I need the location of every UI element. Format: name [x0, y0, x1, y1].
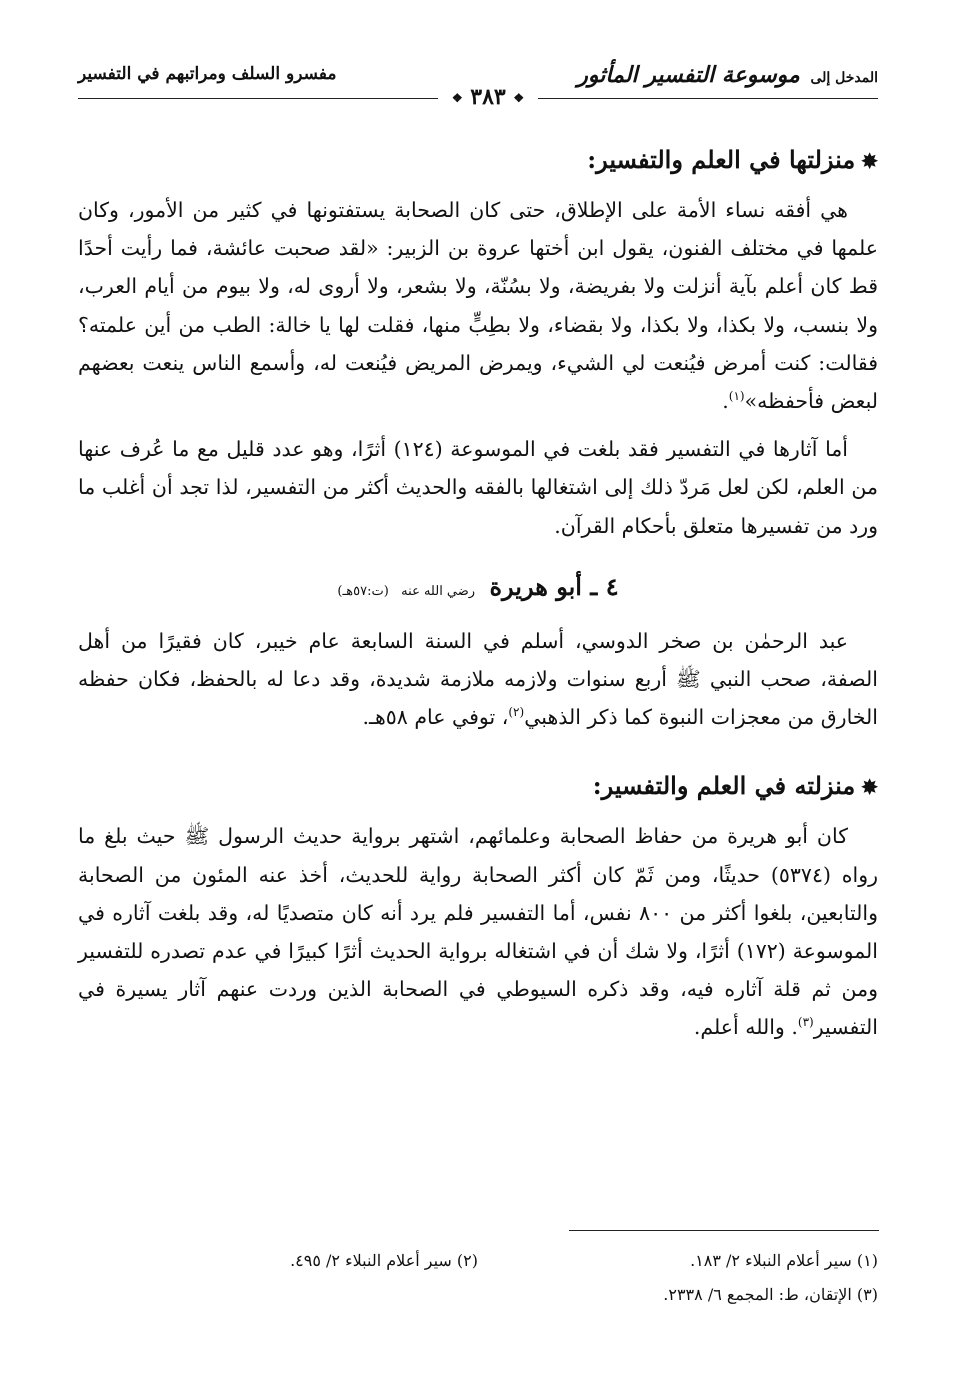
biography-heading-abu-hurayra	[78, 567, 878, 612]
footnote-2: (٢) سير أعلام النبلاء ٢/ ٤٩٥.	[290, 1251, 478, 1270]
paragraph-aisha-knowledge	[78, 191, 878, 420]
paragraph-text: كان أبو هريرة من حفاظ الصحابة وعلمائهم، اشتهر برواية حديث الرسول ﷺ حيث بلغ ما رواه (٥٣٧٤) حديثًا، ومن ثَمّ كان أكثر الصحابة رواية للحديث، أخذ عنه المئون من الصحابة والتابعين، بلغوا أكثر من ٨٠٠ نفس، أما التفسير فلم يرد أنه كان متصديًا له، وقد بلغت آثاره في الموسوعة (١٧٢) أثرًا، ولا شك أن في اشتغاله برواية الحديث أثرًا كبيرًا في عدم تصدره للتفسير ومن ثم قلة آثاره فيه، وقد ذكره السيوطي في الصحابة الذين وردت عنهم آثار يسيرة في التفسير	[78, 824, 879, 1040]
paragraph-abu-hurayra-knowledge	[78, 817, 878, 1046]
paragraph-end: ، توفي عام ٥٨هـ.	[362, 705, 509, 730]
star-ornament-icon: ✸	[861, 149, 878, 173]
running-header	[78, 60, 878, 110]
footnote-1: (١) سير أعلام النبلاء ٢/ ١٨٣.	[690, 1251, 878, 1270]
ornament-left-icon: ❖	[451, 91, 463, 105]
honorific-text: رضي الله عنه	[401, 583, 476, 599]
paragraph-text: عبد الرحمٰن بن صخر الدوسي، أسلم في السنة السابعة عام خيبر، كان فقيرًا من أهل الصفة، صحب النبي ﷺ أربع سنوات ولازمه ملازمة شديدة، وقد دعا له بالحفظ، فكان حفظه الخارق من معجزات النبوة كما ذكر الذهبي	[78, 628, 878, 730]
footnote-ref-1[interactable]: (١)	[728, 389, 745, 404]
star-ornament-icon: ✸	[861, 775, 878, 800]
footnote-rule	[569, 1230, 879, 1231]
page-number-value: ٣٨٣	[470, 84, 506, 110]
footnote-row	[78, 1278, 878, 1312]
paragraph-text: هي أفقه نساء الأمة على الإطلاق، حتى كان الصحابة يستفتونها في كثير من الأمور، وكان علمها في مختلف الفنون، يقول ابن أختها عروة بن الزبير: «لقد صحبت عائشة، فما رأيت أحدًا قط كان أعلم بآية أنزلت ولا بفريضة، ولا بسُنّة، ولا بشعر، ولا أروى له، ولا بيوم من أيام العرب، ولا بنسب، ولا بكذا، ولا بكذا، ولا بقضاء، ولا بطِبٍّ منها، فقلت لها يا خالة: الطب من أين علمته؟ فقالت: كنت أمرض فيُنعت لي الشيء، ويمرض المريض فيُنعت له، وأسمع الناس ينعت بعضهم لبعض فأحفظه»	[78, 198, 878, 414]
death-date: (ت:٥٧هـ)	[337, 583, 389, 599]
paragraph-end: . والله أعلم.	[693, 1015, 798, 1040]
paragraph-end: .	[722, 389, 729, 414]
book-title	[577, 62, 878, 88]
section-heading-aisha	[78, 140, 878, 181]
book-title-name: موسوعة التفسير المأثور	[577, 62, 800, 88]
footnotes	[78, 1244, 878, 1312]
paragraph-aisha-athar: أما آثارها في التفسير فقد بلغت في الموسوعة (١٢٤) أثرًا، وهو عدد قليل مع ما عُرف عنها من العلم، لكن لعل مَردّ ذلك إلى اشتغالها بالفقه والحديث أكثر من التفسير، لذا تجد أن أغلب ما ورد من تفسيرها متعلق بأحكام القرآن.	[78, 437, 878, 538]
paragraph-abu-hurayra-bio	[78, 622, 878, 737]
page-number	[438, 84, 538, 110]
section-heading-text: منزلته في العلم والتفسير:	[592, 771, 856, 801]
biography-heading-text: ٤ ـ أبو هريرة	[489, 571, 619, 601]
ornament-right-icon: ❖	[513, 91, 525, 105]
footnote-3: (٣) الإتقان، ط: المجمع ٦/ ٢٣٣٨.	[663, 1285, 878, 1304]
page-content	[78, 140, 878, 1047]
section-heading-abu-hurayra	[78, 766, 878, 807]
section-heading-text: منزلتها في العلم والتفسير:	[587, 145, 856, 174]
book-title-prefix: المدخل إلى	[810, 70, 878, 86]
footnote-row	[78, 1244, 878, 1278]
footnote-ref-3[interactable]: (٣)	[797, 1015, 814, 1030]
footnote-ref-2[interactable]: (٢)	[508, 705, 525, 720]
chapter-title: مفسرو السلف ومراتبهم في التفسير	[78, 64, 337, 84]
